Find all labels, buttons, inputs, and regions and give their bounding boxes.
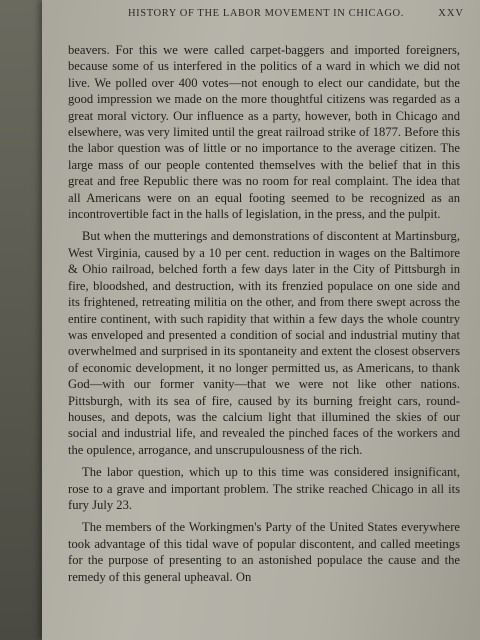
paragraph-3: The labor question, which up to this time was considered insignificant, rose to a grave and important problem. The strike reached Chicago in all its fury July 23. <box>68 465 460 512</box>
paragraph-1: beavers. For this we were called carpet-baggers and imported foreigners, because some of us interfered in the politics of a ward in which we did not live. We polled over 400 votes—not enough to elect our candidate, but the good impression we made on the more thoughtful citizens was regarded as a great moral victory. Our influence as a party, however, both in Chicago and elsewhere, was very limited until the great railroad strike of 1877. Before this the labor question was of little or no importance to the average citizen. The large mass of our people contented themselves with the belief that in this great and free Republic there was no room for real complaint. The idea that all Americans were on an equal footing seemed to be recognized as an incontrovertible fact in the halls of legislation, in the press, and the pulpit. <box>68 43 460 222</box>
paragraph-4: The members of the Workingmen's Party of the United States everywhere took advantage of this tidal wave of popular discontent, and called meetings for the purpose of presenting to an astonished populace the cause and the remedy of this general upheaval. On <box>68 520 460 584</box>
running-head-title: HISTORY OF THE LABOR MOVEMENT IN CHICAGO. <box>128 8 404 19</box>
book-page <box>42 0 480 640</box>
body-text <box>68 42 460 585</box>
paragraph-2: But when the mutterings and demonstrations of discontent at Martinsburg, West Virginia, caused by a 10 per cent. reduction in wages on the Baltimore & Ohio railroad, belched forth a few days later in the City of Pittsburgh in fire, bloodshed, and destruction, with its frenzied populace on one side and its frightened, retreating militia on the other, and from there swept across the entire continent, with such rapidity that within a few days the whole country was enveloped and presented a condition of social and industrial mutiny that overwhelmed and surprised in its spontaneity and extent the closest observers of economic development, it no longer permitted us, as Americans, to thank God—with our former vanity—that we were not like other nations. Pittsburgh, with its sea of fire, caused by its burning freight cars, round-houses, and depots, was the calcium light that illumined the skies of our social and industrial life, and revealed the pinched faces of the workers and the opulence, arrogance, and unscrupulousness of the rich. <box>68 229 460 457</box>
page-number: XXV <box>438 8 464 19</box>
